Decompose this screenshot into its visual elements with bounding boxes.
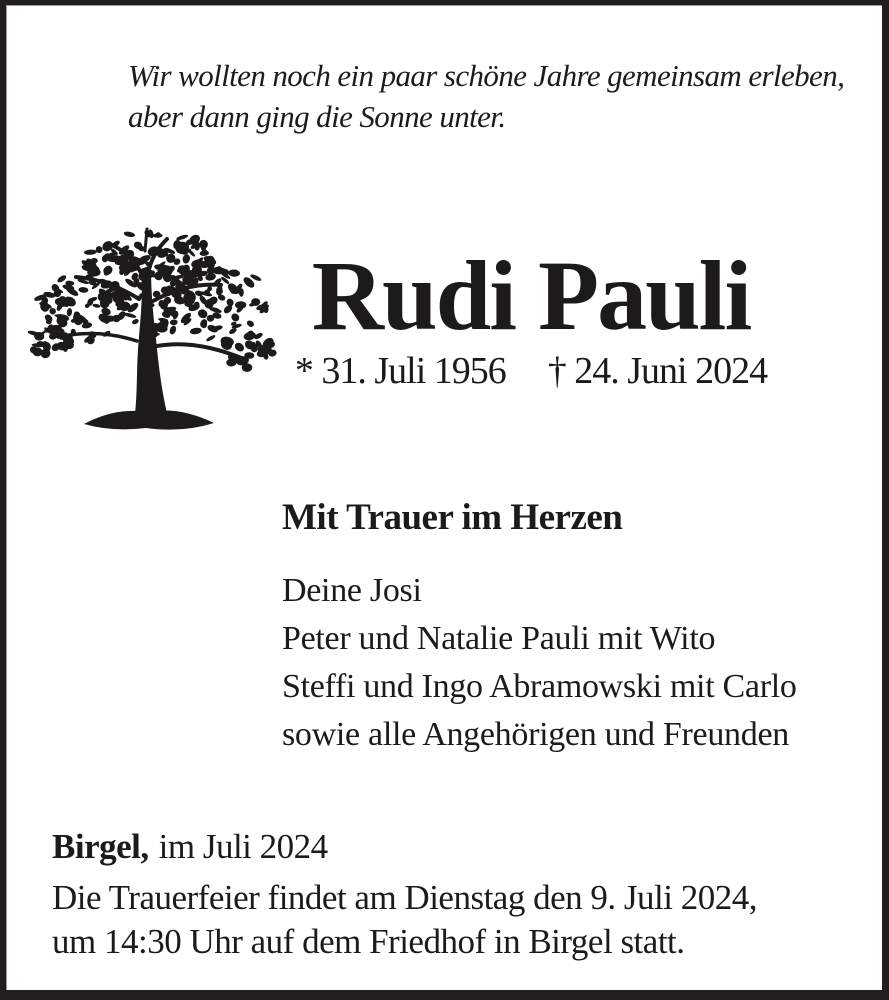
deceased-block — [294, 240, 768, 394]
deceased-name: Rudi Pauli — [311, 240, 751, 351]
memorial-quote — [128, 55, 868, 137]
place-date-line — [52, 825, 757, 869]
memorial-quote-line-2: aber dann ging die Sonne unter. — [128, 99, 506, 134]
funeral-info-line-1: Die Trauerfeier findet am Dienstag den 9. Juli 2024, — [52, 878, 757, 917]
birth-date: * 31. Juli 1956 — [294, 350, 506, 392]
mourner-line-2: Peter und Natalie Pauli mit Wito — [282, 620, 716, 657]
closing-block — [52, 825, 757, 964]
funeral-info-line-2: um 14:30 Uhr auf dem Friedhof in Birgel statt. — [52, 922, 685, 961]
life-dates — [294, 348, 768, 394]
condolence-heading: Mit Trauer im Herzen — [282, 497, 623, 538]
mourner-line-1: Deine Josi — [282, 572, 422, 609]
mourner-line-3: Steffi und Ingo Abramowski mit Carlo — [282, 668, 797, 705]
tree-icon — [24, 209, 282, 445]
memorial-quote-line-1: Wir wollten noch ein paar schöne Jahre gemeinsam erleben, — [128, 58, 845, 93]
place-name: Birgel, — [52, 827, 149, 866]
mourner-line-4: sowie alle Angehörigen und Freunden — [282, 716, 789, 753]
death-date: † 24. Juni 2024 — [547, 350, 768, 392]
place-date: im Juli 2024 — [158, 827, 328, 866]
tree-icon-svg — [24, 209, 282, 445]
mourners-list — [282, 567, 797, 759]
